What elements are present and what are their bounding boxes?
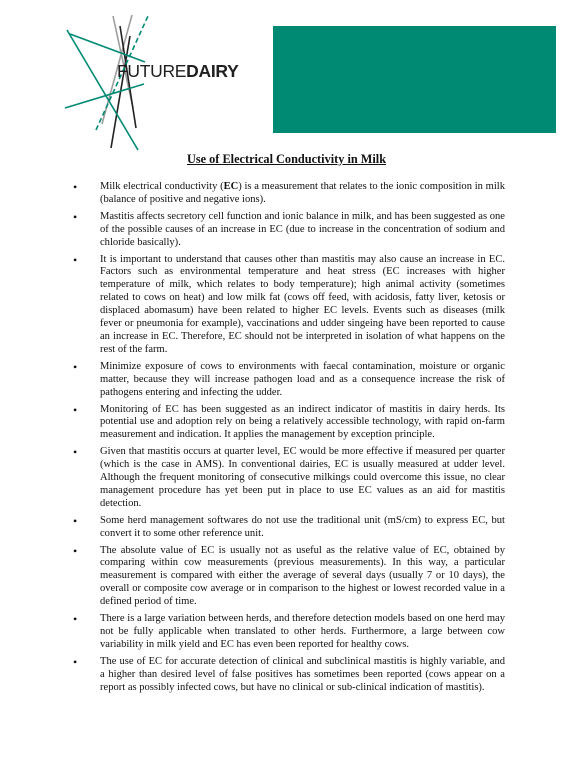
bullet-item: • Monitoring of EC has been suggested as an indirect indicator of mastitis in dairy herds. Its potential use and adoption rely on being a relatively accessible technology, with rapid on-farm measurement and indication. It applies the management by exception principle. <box>73 404 505 443</box>
logo-wordmark-bold: DAIRY <box>186 61 239 81</box>
bullet-text-bold: EC <box>223 181 239 192</box>
bullet-text-lead: Milk electrical conductivity ( <box>100 181 224 192</box>
bullet-item: • Minimize exposure of cows to environments with faecal contamination, moisture or organic matter, because they will increase pathogen load and as a consequence increase the risk of pathogens entering and infecting the udder. <box>73 361 505 400</box>
logo-wordmark-light: FUTURE <box>117 61 187 81</box>
bullet-item: • The absolute value of EC is usually not as useful as the relative value of EC, obtained by comparing within cow measurements (previous measurements). In this way, a particular measurement is compared with either the average of several days (usually 7 or 10 days), the overall or composite cow average or in comparison to the highest or lowest recorded value in a defined period of time. <box>73 545 505 610</box>
bullet-list <box>73 181 505 699</box>
futuredairy-logo-lines <box>60 12 180 152</box>
bullet-item: • There is a large variation between herds, and therefore detection models based on one herd may not be fully applicable when translated to other herds. Furthermore, a large between cow variability in milk yield and EC has even been reported for healthy cows. <box>73 613 505 652</box>
teal-header-banner <box>273 26 556 133</box>
logo-wordmark <box>117 61 238 82</box>
bullet-item: • Mastitis affects secretory cell function and ionic balance in milk, and has been suggested as one of the possible causes of an increase in EC (due to increase in the concentration of sodium and chloride basically). <box>73 211 505 250</box>
bullet-item: • It is important to understand that causes other than mastitis may also cause an increase in EC. Factors such as environmental temperature and heat stress (EC increases with higher temperature of milk, which relates to body temperature); high animal activity (sometimes related to cows on heat) and low milk fat (cows off feed, with acidosis, fatty liver, ketosis or displaced abomasum) have been related to higher EC levels. Events such as diseases (milk fever or pneumonia for example), vaccinations and udder singeing have been reported to cause an increase in EC. Therefore, EC should not be interpreted in isolation of what happens on the rest of the farm. <box>73 254 505 357</box>
document-title: Use of Electrical Conductivity in Milk <box>186 152 387 166</box>
bullet-text-tail: ) is a measurement that relates to the ionic composition in milk (balance of positive and negative ions). <box>100 181 505 205</box>
bullet-item <box>73 181 505 207</box>
bullet-item: • Given that mastitis occurs at quarter level, EC would be more effective if measured per quarter (which is the case in AMS). In conventional dairies, EC is usually measured at udder level. Although the frequent monitoring of consecutive milkings could overcome this issue, no clear management procedure has yet been put in place to use EC values as an aid for mastitis detection. <box>73 446 505 511</box>
bullet-item: • Some herd management softwares do not use the traditional unit (mS/cm) to express EC, but convert it to some other reference unit. <box>73 515 505 541</box>
bullet-item: • The use of EC for accurate detection of clinical and subclinical mastitis is highly variable, and a higher than desired level of false positives has sometimes been reported (cows appear on a report as possibly infected cows, but have no clinical or sub-clinical indication of mastitis). <box>73 656 505 695</box>
